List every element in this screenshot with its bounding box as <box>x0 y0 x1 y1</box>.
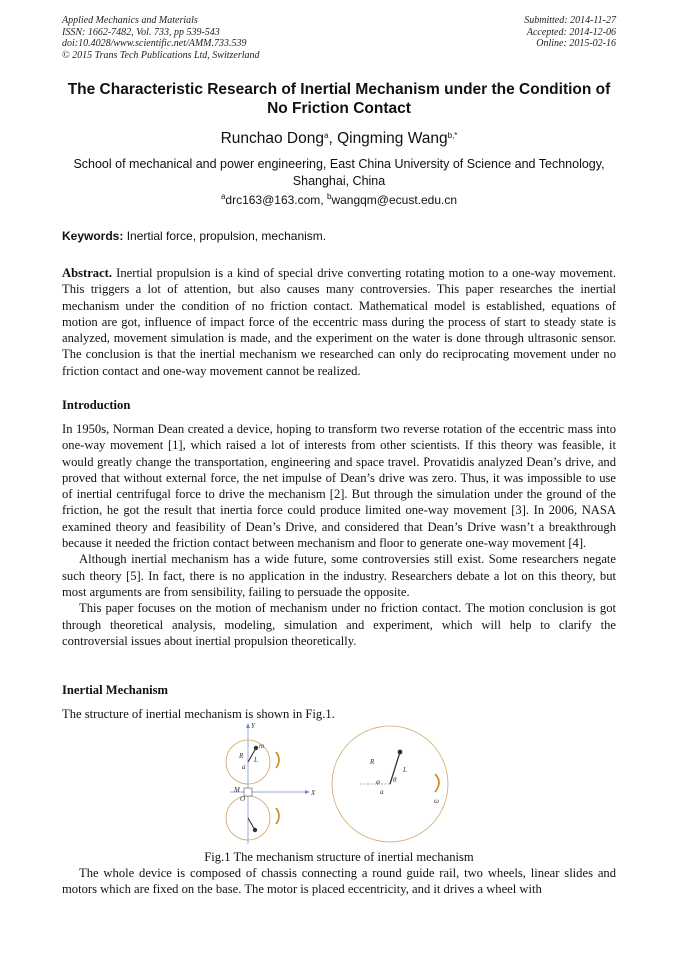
author-separator: , <box>328 130 338 147</box>
author-line <box>62 129 616 148</box>
base-block <box>244 788 252 796</box>
mechanism-body <box>62 865 616 898</box>
label-a-small: a <box>242 763 246 771</box>
label-x: X <box>311 789 316 797</box>
label-m: m <box>259 742 265 750</box>
lower-mass <box>253 828 257 832</box>
journal-info <box>62 15 260 61</box>
large-mass <box>398 750 403 755</box>
intro-paragraph-2: Although inertial mechanism has a wide future, some controversies still exist. Some researchers negate such theory [5]. In fact, there is no application in the industry. Researchers debate a lot on this theory, but most arguments are from sensibility, failing to persuade the opposite. <box>62 552 616 599</box>
inertial-mechanism-heading: Inertial Mechanism <box>62 683 168 697</box>
email-line <box>62 193 616 208</box>
keywords <box>62 229 616 244</box>
submission-dates <box>524 15 616 50</box>
label-big-m: M <box>234 786 240 794</box>
label-l-small: L <box>254 756 258 764</box>
issn-line: ISSN: 1662-7482, Vol. 733, pp 539-543 <box>62 26 220 38</box>
online-date: Online: 2015-02-16 <box>536 38 616 49</box>
intro-paragraph-1: In 1950s, Norman Dean created a device, hoping to transform two reverse rotation of the eccentric mass into one-way movement [1], which raised a lot of interests from other scientists. If this theory was feasible, it would greatly change the transportation, engineering and space travel. Provatidis analyzed Dean’s drive, and proved that without external force, the net impulse of Dean’s drive was zero. Thus, it was impossible to use of inertial centrifugal force to drive the mechanism [2]. But through the simulation under the ground of the friction, he got the result that inertia force could produce limited one-way movement [3]. In 2006, NASA examined theory and feasibility of Dean’s Drive, and considered that Dean’s Drive wasn’t a breakthrough because it needed the friction contact between mechanism and floor to generate one-way movement [4]. <box>62 422 616 551</box>
email-1[interactable]: drc163@163.com <box>225 193 321 207</box>
paper-title: The Characteristic Research of Inertial Mechanism under the Condition of No Friction Contact <box>67 81 611 117</box>
email-separator: , <box>320 193 327 207</box>
y-axis-arrow <box>246 723 250 728</box>
keywords-label: Keywords: <box>62 229 124 243</box>
label-o: O <box>240 795 246 803</box>
upper-mass <box>254 746 258 750</box>
author-2-affil: b,* <box>447 131 458 140</box>
submitted-date: Submitted: 2014-11-27 <box>524 15 616 26</box>
label-r-small: R <box>239 752 244 760</box>
accepted-date: Accepted: 2014-12-06 <box>526 26 616 38</box>
mechanism-figure <box>210 722 470 847</box>
upper-rotation-arrow <box>276 752 279 768</box>
abstract <box>62 265 616 379</box>
affiliation: School of mechanical and power engineering, East China University of Science and Technology, Shanghai, China <box>73 157 605 188</box>
author-1: Runchao Dong <box>220 130 324 147</box>
author-1-affil: a <box>323 131 329 140</box>
introduction-heading: Introduction <box>62 398 131 412</box>
x-axis-arrow <box>305 790 310 794</box>
label-omega: ω <box>434 797 439 805</box>
author-2: Qingming Wang <box>337 130 448 147</box>
label-phi: φ <box>376 778 380 786</box>
keywords-text: Inertial force, propulsion, mechanism. <box>123 229 327 243</box>
label-l-large: L <box>403 766 407 774</box>
journal-name: Applied Mechanics and Materials <box>62 15 198 26</box>
copyright-line: © 2015 Trans Tech Publications Ltd, Switzerland <box>62 49 260 61</box>
intro-paragraph-3: This paper focuses on the motion of mechanism under no friction contact. The motion conclusion is got through theoretical analysis, modeling, simulation and experiment, which will help to clarify the controversial issues about inertial propulsion theoretically. <box>62 601 616 648</box>
email-2[interactable]: wangqm@ecust.edu.cn <box>331 193 458 207</box>
abstract-label: Abstract. <box>62 266 113 280</box>
abstract-text: Inertial propulsion is a kind of special drive converting rotating motion to a one-way movement. This triggers a lot of attention, but also causes many controversies. This paper researches the inertial mechanism under the condition of no friction contact. Mathematical model is established, equations of motion are got, influence of impact force of the eccentric mass during the process of start to steady state is analyzed, movement simulation is made, and the experiment on the water is done through ultrasonic sensor. The conclusion is that the inertial mechanism we researched can only do reciprocating movement under no friction contact and one-way movement cannot be realized. <box>62 266 616 378</box>
figure-caption: Fig.1 The mechanism structure of inertial mechanism <box>204 850 474 864</box>
email-1-marker: a <box>220 192 226 201</box>
lower-rotation-arrow <box>276 808 279 824</box>
label-y: Y <box>251 722 255 730</box>
label-a-large: a <box>380 788 384 796</box>
label-theta: θ <box>393 776 397 784</box>
email-2-marker: b <box>326 192 332 201</box>
label-r-large: R <box>370 758 375 766</box>
introduction-body <box>62 421 616 649</box>
figure-intro-text: The structure of inertial mechanism is shown in Fig.1. <box>62 707 335 721</box>
mechanism-paragraph-1: The whole device is composed of chassis connecting a round guide rail, two wheels, linear slides and motors which are fixed on the base. The motor is placed eccentricity, and it drives a wheel with <box>62 866 616 897</box>
large-rotation-arrow <box>435 774 439 792</box>
doi-line: doi:10.4028/www.scientific.net/AMM.733.539 <box>62 38 247 49</box>
